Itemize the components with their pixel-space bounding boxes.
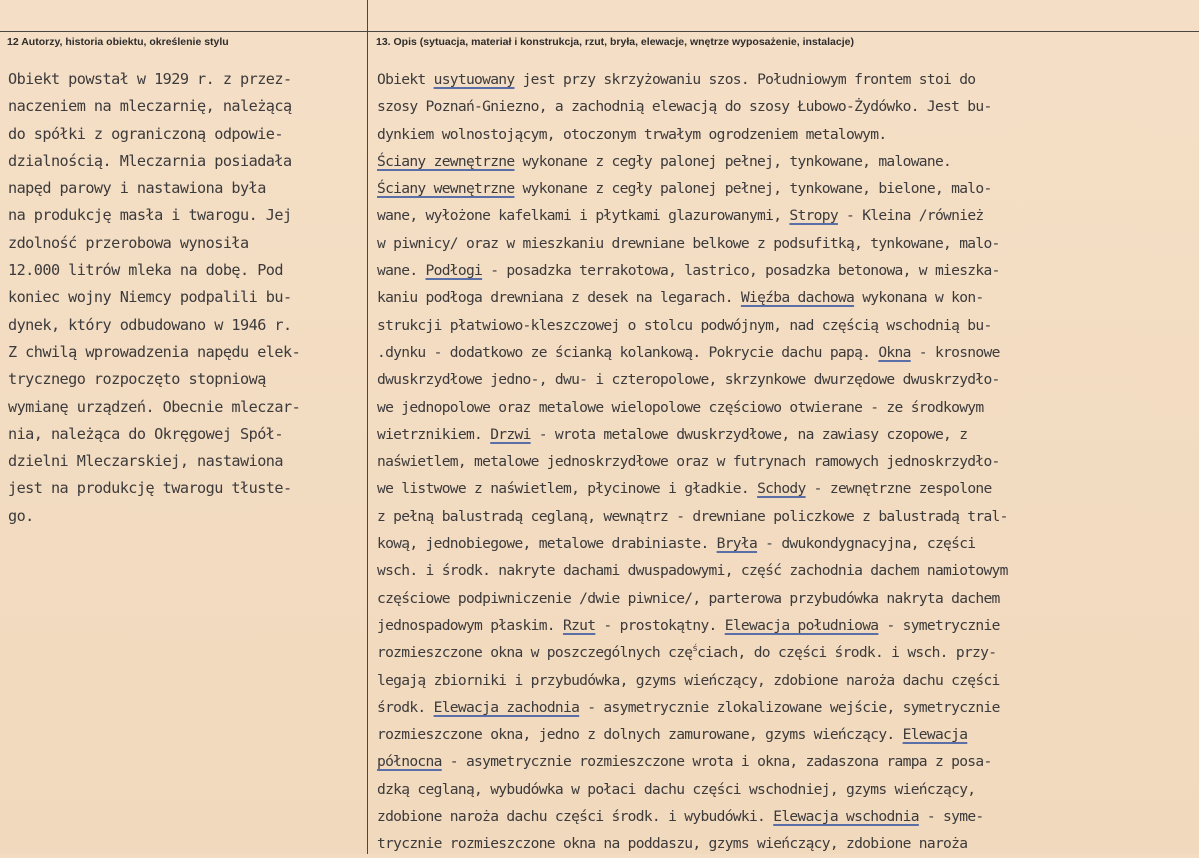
text-segment: - asymetrycznie rozmieszczone wrota i okna, zadaszona rampa z posa- [441,753,992,771]
text-segment: jednospadowym płaskim. [377,616,563,634]
underlined-term: Ściany zewnętrzne [377,152,515,170]
column-divider [367,28,368,854]
history-text-line: dynek, który odbudowano w 1946 r. [8,315,292,334]
description-text-line [377,202,1195,229]
description-text-line [377,121,1195,148]
history-text-line: go. [8,506,34,525]
description-text-column [377,66,1195,858]
underlined-term: Bryła [716,535,758,553]
history-text-line: na produkcję masła i twarogu. Jej [8,206,292,225]
history-text-line: dzialnością. Mleczarnia posiadała [8,151,292,170]
text-segment: wykonana w kon- [854,289,984,307]
text-segment: - asymetrycznie zlokalizowane wejście, symetrycznie [579,698,1000,716]
description-text-line [377,175,1195,202]
history-text-line: koniec wojny Niemcy podpalili bu- [8,288,292,307]
text-segment: - symetrycznie [878,616,1000,634]
history-text-line: zdolność przerobowa wynosiła [8,233,249,252]
text-segment: Obiekt [377,71,434,88]
history-text-line: Z chwilą wprowadzenia napędu elek- [8,342,301,361]
text-segment: - posadzka terrakotowa, lastrico, posadzka betonowa, w mieszka- [482,262,1000,280]
description-text-line [377,667,1195,694]
underlined-term: Schody [757,480,806,498]
text-segment: we jednopolowe oraz metalowe wielopolowe częściowo otwierane - ze środkowym [377,398,984,416]
history-text-line: dzielni Mleczarskiej, nastawiona [8,452,283,471]
column-divider-header [367,0,368,30]
text-segment: szosy Poznań-Gniezno, a zachodnią elewacją do szosy Łubowo-Żydówko. Jest bu- [377,98,992,116]
text-segment: we listwowe z naświetlem, płycinowe i gładkie. [377,480,758,498]
section-12-header: 12 Autorzy, historia obiektu, określenie stylu [7,36,229,48]
text-segment: wane. [377,262,426,280]
text-segment: .dynku - dodatkowo ze ścianką kolankową. Pokrycie dachu papą. [377,343,879,361]
header-rule [0,31,1199,32]
text-segment: środk. [377,698,434,716]
text-segment: - prostokątny. [595,616,725,634]
text-segment: - dwukondygnacyjna, części [757,535,976,553]
history-text-line: 12.000 litrów mleka na dobę. Pod [8,261,283,280]
text-segment: wietrznikiem. [377,425,491,443]
underlined-term: Rzut [562,616,596,634]
history-text-line: do spółki z ograniczoną odpowie- [8,124,283,143]
underlined-term: północna [377,753,442,771]
history-text-line: wymianę urządzeń. Obecnie mleczar- [8,397,301,416]
underlined-term: usytuowany [433,71,515,88]
text-segment: - krosnowe [910,343,1000,361]
text-segment: wsch. i środk. nakryte dachami dwuspadowymi, część zachodnia dachem namiotowym [377,562,1008,580]
text-segment: wykonane z cegły palonej pełnej, tynkowane, bielone, malo- [514,180,992,198]
description-text-line [377,530,1195,557]
text-segment: trycznie rozmieszczone okna na poddaszu, gzyms wieńczący, zdobione naroża [377,835,968,853]
description-text-line [377,66,1195,93]
underlined-term: Więźba dachowa [740,289,855,307]
history-text-line: naczeniem na mleczarnię, należącą [8,97,292,116]
description-text-line [377,557,1195,584]
description-text-line [377,776,1195,803]
history-text-line: napęd parowy i nastawiona była [8,179,266,198]
text-segment: rozmieszczone okna w poszczególnych czę [377,644,693,662]
description-text-line [377,748,1195,775]
underlined-term: Stropy [789,207,838,225]
description-text-line [377,93,1195,120]
text-segment: - wrota metalowe dwuskrzydłowe, na zawiasy czopowe, z [530,425,968,443]
text-segment: naświetlem, metalowe jednoskrzydłowe oraz w futrynach ramowych jednoskrzydło- [377,453,1000,471]
text-segment: - syme- [918,808,984,826]
underlined-term: Okna [878,343,911,361]
description-text-line [377,803,1195,830]
description-text-line [377,230,1195,257]
text-segment: zdobione naroża dachu części środk. i wybudówki. [377,808,774,826]
description-text-line [377,421,1195,448]
description-text-line [377,639,1195,666]
text-segment: rozmieszczone okna, jedno z dolnych zamurowane, gzyms wieńczący. [377,726,903,744]
description-text-line [377,721,1195,748]
text-segment: legają zbiorniki i przybudówka, gzyms wieńczący, zdobione naroża dachu części [377,671,1000,689]
text-segment: strukcji płatwiowo-kleszczowej o stolcu podwójnym, nad częścią wschodnią bu- [377,316,992,334]
underlined-term: Elewacja południowa [724,616,879,634]
description-text-line [377,612,1195,639]
section-13-header: 13. Opis (sytuacja, materiał i konstrukcja, rzut, bryła, elewacje, wnętrze wyposażenie, instalacje) [376,36,854,48]
text-segment: - Kleina /również [837,207,984,225]
text-segment: ciach, do części środk. i wsch. przy- [697,644,997,662]
description-text-line [377,503,1195,530]
description-text-line [377,312,1195,339]
underlined-term: Ściany wewnętrzne [377,180,515,198]
description-text-line [377,339,1195,366]
description-text-line [377,694,1195,721]
underlined-term: Drzwi [490,425,531,443]
text-segment: - zewnętrzne zespolone [805,480,992,498]
text-segment: częściowe podpiwniczenie /dwie piwnice/, parterowa przybudówka nakryta dachem [377,589,1000,607]
history-text-line: trycznego rozpoczęto stopniową [8,370,266,389]
description-text-line [377,585,1195,612]
history-text-line: Obiekt powstał w 1929 r. z przez- [8,70,292,88]
superscript-correction: ś [692,644,698,655]
text-segment: kową, jednobiegowe, metalowe drabiniaste. [377,535,717,553]
description-text-line [377,366,1195,393]
description-text-line [377,475,1195,502]
description-text-line [377,148,1195,175]
underlined-term: Elewacja wschodnia [773,808,919,826]
history-text-line: jest na produkcję twarogu tłuste- [8,479,292,498]
description-text-line [377,394,1195,421]
underlined-term: Podłogi [425,262,483,280]
description-text-line [377,284,1195,311]
history-text-column [8,66,364,530]
text-segment: jest przy skrzyżowaniu szos. Południowym frontem stoi do [514,71,976,88]
underlined-term: Elewacja zachodnia [433,698,580,716]
text-segment: wane, wyłożone kafelkami i płytkami glazurowanymi, [377,207,790,225]
history-text-line: nia, należąca do Okręgowej Spół- [8,424,283,443]
description-text-line [377,448,1195,475]
text-segment: dwuskrzydłowe jedno-, dwu- i czteropolowe, skrzynkowe dwurzędowe dwuskrzydło- [377,371,1000,389]
text-segment: w piwnicy/ oraz w mieszkaniu drewniane belkowe z podsufitką, tynkowane, malo- [377,234,1000,252]
text-segment: dzką ceglaną, wybudówka w połaci dachu części wschodniej, gzyms wieńczący, [377,780,976,798]
text-segment: wykonane z cegły palonej pełnej, tynkowane, malowane. [514,152,952,170]
underlined-term: Elewacja [902,726,968,744]
text-segment: kaniu podłoga drewniana z desek na legarach. [377,289,741,307]
text-segment: dynkiem wolnostojącym, otoczonym trwałym ogrodzeniem metalowym. [377,125,887,143]
text-segment: z pełną balustradą ceglaną, wewnątrz - drewniane policzkowe z balustradą tral- [377,507,1008,525]
description-text-line [377,257,1195,284]
